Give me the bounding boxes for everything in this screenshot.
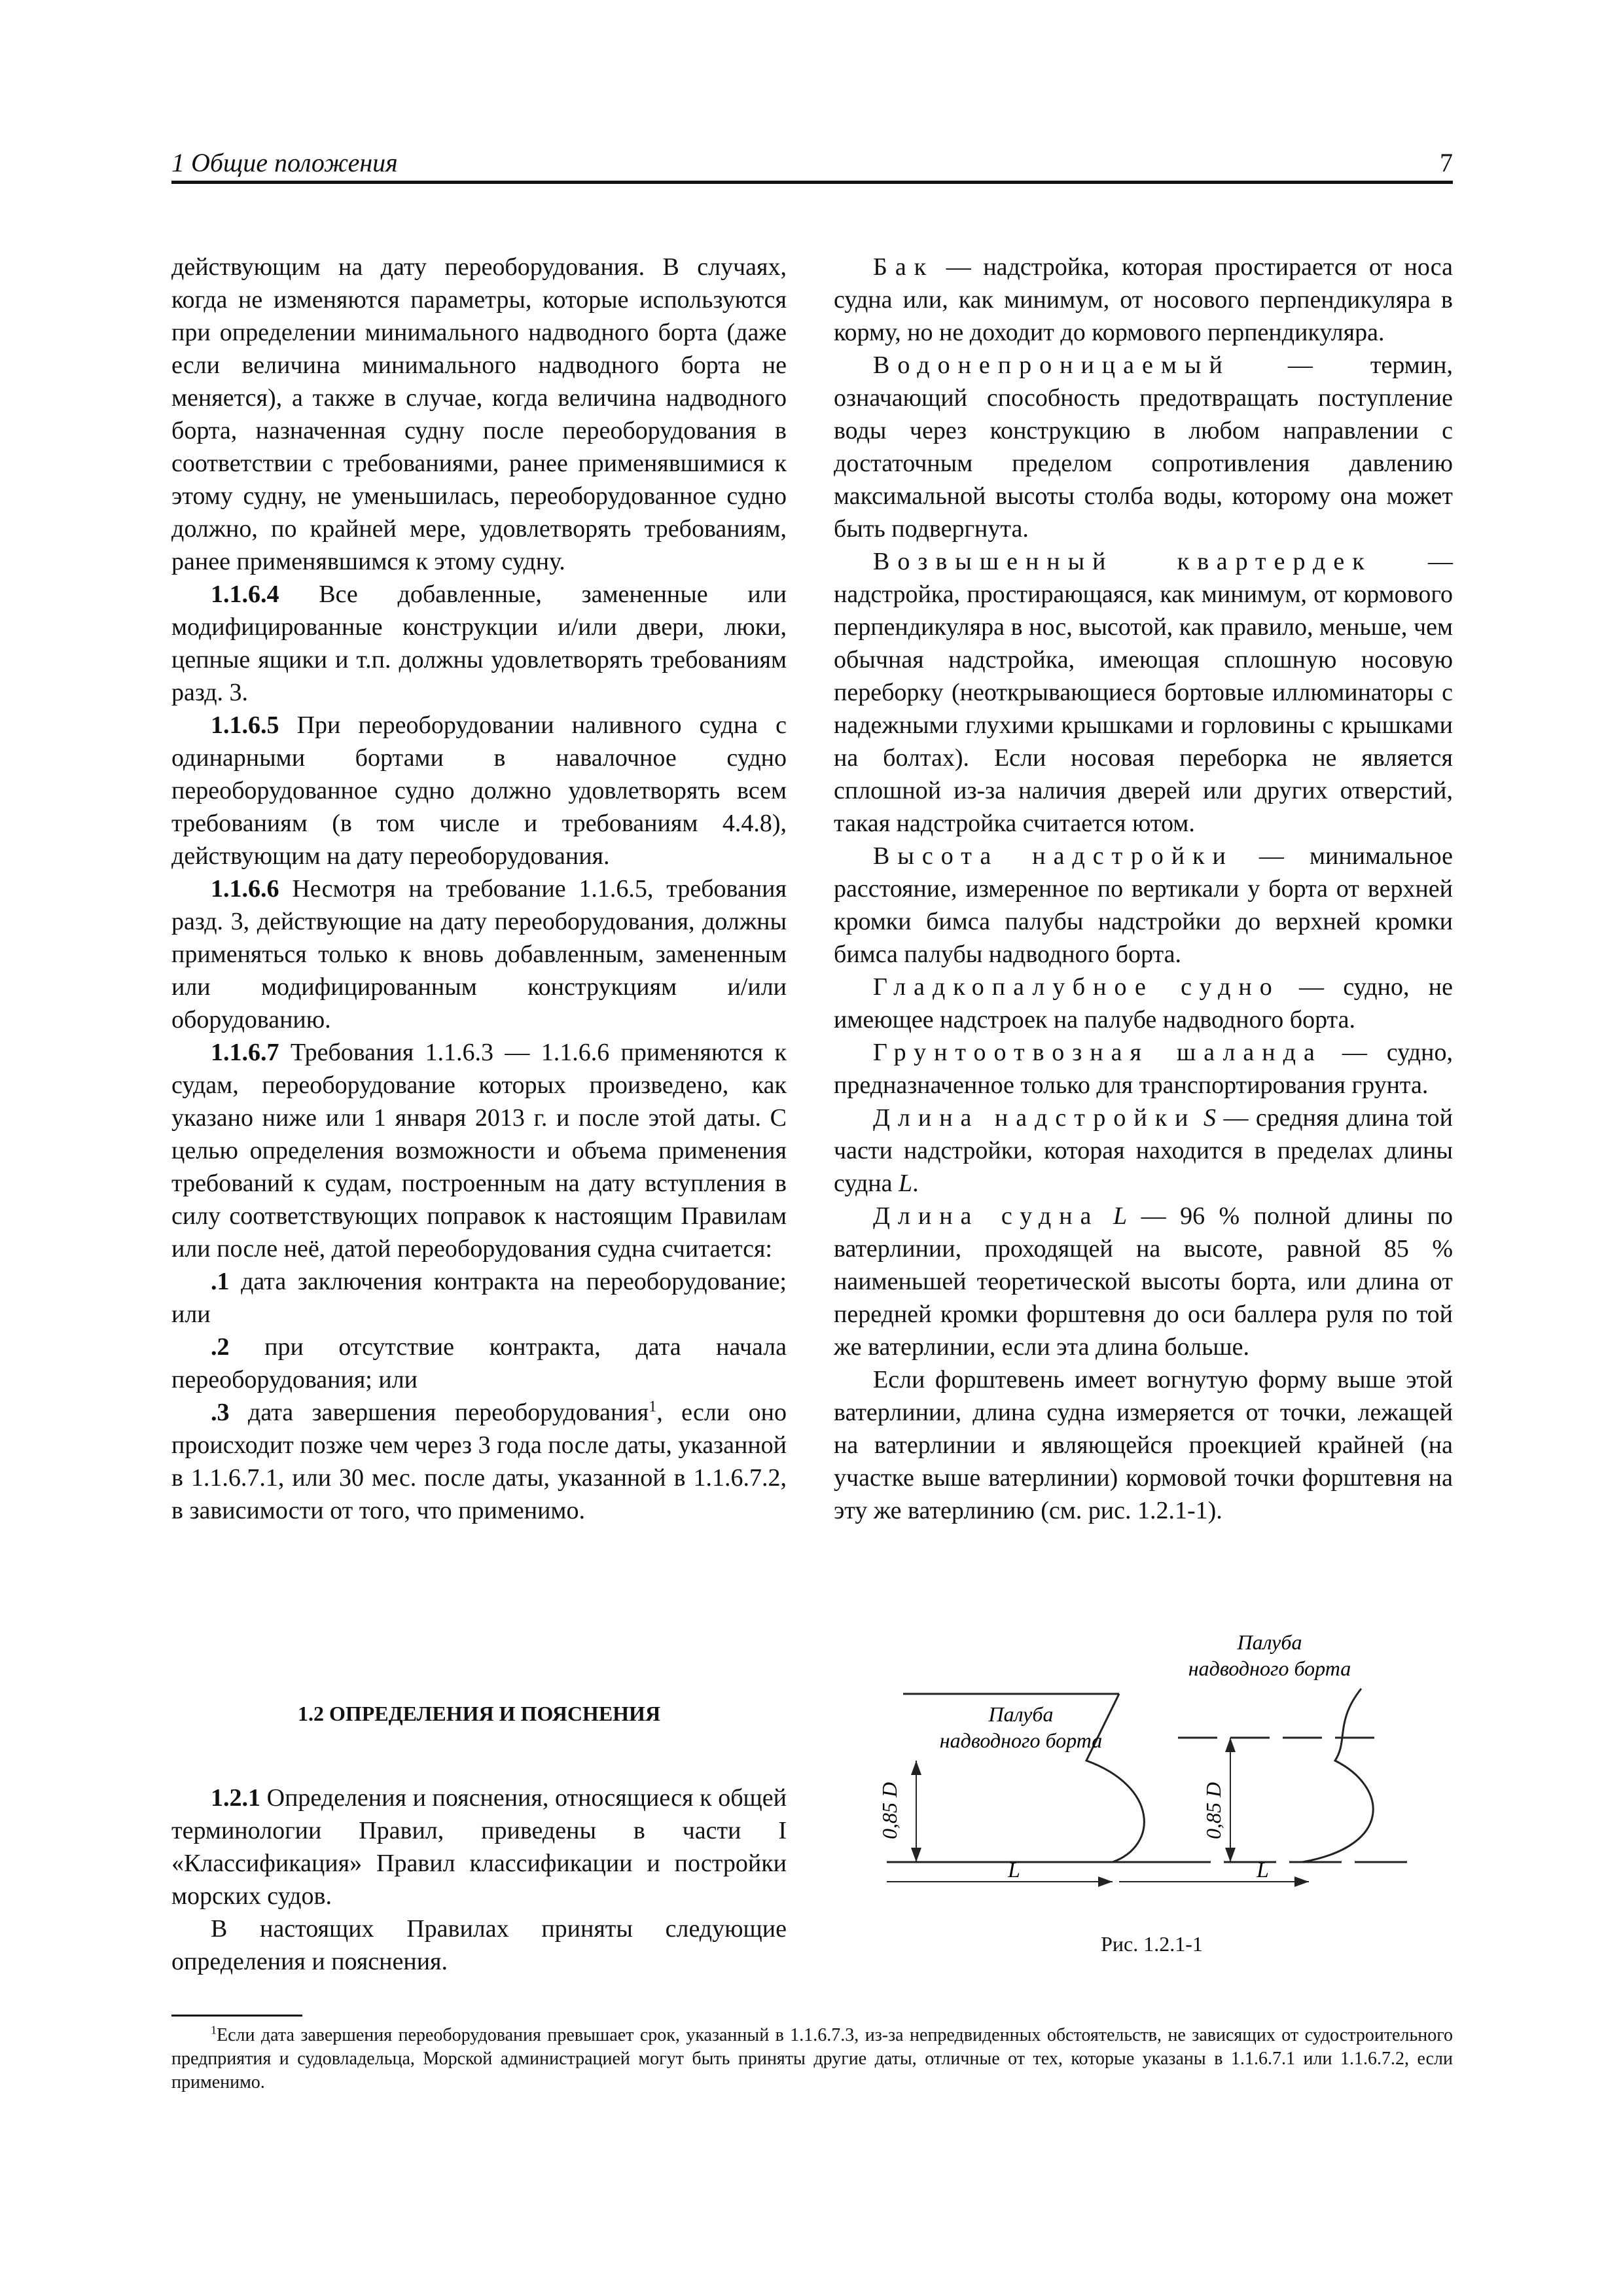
- footnote-ref: 1: [649, 1398, 657, 1416]
- term: Гладкопалубное судно: [873, 973, 1280, 1001]
- running-header: [171, 145, 1453, 184]
- left-depth-arrow-top: [911, 1761, 921, 1775]
- paragraph-1-1-6-7: 1.1.6.7 Требования 1.1.6.3 — 1.1.6.6 применяются к судам, переоборудование которых произведено, как указано ниже или 1 января 2013 г. и после этой даты. С целью определения возможности и объема применения требований к судам, построенным на дату вступления в силу соответствующих поправок к настоящим Правилам или после неё, датой переоборудования судна считается:: [171, 1039, 787, 1263]
- clause-number: 1.1.6.4: [211, 581, 279, 608]
- left-column-section-1-2: [171, 1782, 787, 1978]
- paragraph-1-1-6-6: 1.1.6.6 Несмотря на требование 1.1.6.5, требования разд. 3, действующие на дату переоборудования, должны применяться только к вновь добавленным, замененным или модифицированным конструкциям и/или оборудованию.: [171, 875, 787, 1033]
- left-length-arrow: [1098, 1876, 1113, 1887]
- left-depth-arrow-bottom: [911, 1848, 921, 1862]
- clause-number: 1.2.1: [211, 1784, 260, 1812]
- right-depth-arrow-top: [1225, 1738, 1236, 1752]
- footnote-text: Если дата завершения переоборудования превышает срок, указанный в 1.1.6.7.3, из-за непредвиденных обстоятельств, не зависящих от судостроительного предприятия и судовладельца, Морской администрацией могут быть приняты другие даты, отличные от тех, которые указаны в 1.1.6.7.1 или 1.1.6.7.2, если применимо.: [171, 2025, 1453, 2092]
- definition-watertight: Водонепроницаемый — термин, означающий способность предотвращать поступление воды через конструкцию в любом направлении с достаточным пределом сопротивления давлению максимальной высоты столба воды, которому она может быть подвергнута.: [834, 351, 1453, 543]
- right-depth-label: 0,85 D: [1202, 1782, 1225, 1839]
- right-deck-label-1: Палуба: [1237, 1630, 1302, 1654]
- term: Длина надстройки: [873, 1104, 1196, 1132]
- left-stem-contour: [1086, 1694, 1144, 1862]
- figure-caption: Рис. 1.2.1-1: [1101, 1932, 1203, 1956]
- right-depth-arrow-bottom: [1225, 1848, 1236, 1862]
- term: Водонепроницаемый: [873, 351, 1230, 379]
- paragraph-1-2-1: 1.2.1 Определения и пояснения, относящиеся к общей терминологии Правил, приведены в части I «Классификация» Правил классификации и постройки морских судов.: [171, 1784, 787, 1910]
- right-stem-contour: [1302, 1689, 1373, 1862]
- definition-flush-deck-ship: Гладкопалубное судно — судно, не имеющее надстроек на палубе надводного борта.: [834, 973, 1453, 1033]
- left-column: [171, 251, 787, 1527]
- right-length-label: L: [1257, 1858, 1269, 1882]
- figure-1-2-1-1: [851, 1630, 1453, 1970]
- left-deck-label-1: Палуба: [988, 1702, 1054, 1726]
- paragraph-1-1-6-4: 1.1.6.4 Все добавленные, замененные или модифицированные конструкции и/или двери, люки, цепные ящики и т.п. должны удовлетворять требованиям разд. 3.: [171, 581, 787, 706]
- definition-raised-quarterdeck: Возвышенный квартердек — надстройка, простирающаяся, как минимум, от кормового перпендикуляра в нос, высотой, как правило, меньше, чем обычная надстройка, имеющая сплошную носовую переборку (неоткрывающиеся бортовые иллюминаторы с надежными глухими крышками и горловины с крышками на болтах). Если носовая переборка не является сплошной из-за наличия дверей или других отверстий, такая надстройка считается ютом.: [834, 548, 1453, 837]
- left-length-label: L: [1008, 1858, 1020, 1882]
- term: Возвышенный квартердек: [873, 548, 1372, 575]
- section-heading: 1.2 ОПРЕДЕЛЕНИЯ И ПОЯСНЕНИЯ: [297, 1702, 661, 1725]
- definition-hopper-barge: Грунтоотвозная шаланда — судно, предназначенное только для транспортирования грунта.: [834, 1039, 1453, 1099]
- paragraph: Если форштевень имеет вогнутую форму выше этой ватерлинии, длина судна измеряется от точки, лежащей на ватерлинии и являющейся проекцией крайней (на участке выше ватерлинии) кормовой точки форштевня на эту же ватерлинию (см. рис. 1.2.1-1).: [834, 1366, 1453, 1524]
- term: Грунтоотвозная шаланда: [873, 1039, 1323, 1066]
- list-item-3: .3 дата завершения переоборудования$^1$, если оно происходит позже чем через 3 года после даты, указанной в 1.1.6.7.1, или 30 мес. после даты, указанной в 1.1.6.7.2, в зависимости от того, что применимо.: [171, 1398, 787, 1524]
- list-item-2: .2 при отсутствие контракта, дата начала переоборудования; или: [171, 1333, 787, 1393]
- term: Длина судна: [873, 1202, 1099, 1230]
- left-depth-label: 0,85 D: [878, 1782, 901, 1839]
- right-column: [834, 251, 1453, 1527]
- right-deck-label-2: надводного борта: [1188, 1657, 1351, 1680]
- ship-length-diagram: [851, 1630, 1453, 1931]
- left-deck-label-2: надводного борта: [939, 1729, 1103, 1752]
- paragraph-1-1-6-5: 1.1.6.5 При переоборудовании наливного судна с одинарными бортами в навалочное судно переоборудованное судно должно удовлетворять всем требованиям (в том числе и требованиям 4.4.8), действующим на дату переоборудования.: [171, 711, 787, 870]
- clause-number: 1.1.6.6: [211, 875, 279, 903]
- definition-superstructure-length: Длина надстройки S — средняя длина той части надстройки, которая находится в пределах длины судна L.: [834, 1104, 1454, 1197]
- footnote: [171, 2024, 1453, 2094]
- header-section-title: 1 Общие положения: [171, 148, 398, 177]
- footnote-separator: [171, 2015, 302, 2017]
- clause-number: 1.1.6.5: [211, 711, 279, 739]
- term: Высота надстройки: [873, 842, 1234, 870]
- definition-superstructure-height: Высота надстройки — минимальное расстояние, измеренное по вертикали у борта от верхней кромки бимса палубы надстройки до верхней кромки бимса палубы надводного борта.: [834, 842, 1453, 968]
- right-length-arrow: [1294, 1876, 1309, 1887]
- paragraph: действующим на дату переоборудования. В случаях, когда не изменяются параметры, которые используются при определении минимального надводного борта (даже если величина минимального надводного борта не меняется), а также в случае, когда величина надводного борта, назначенная судну после переоборудования в соответствии с требованиями, ранее применявшимися к этому судну, не уменьшилась, переоборудованное судно должно, по крайней мере, удовлетворять требованиям, ранее применявшимся к этому судну.: [171, 253, 787, 575]
- paragraph: В настоящих Правилах приняты следующие определения и пояснения.: [171, 1915, 787, 1975]
- footnote-marker: 1: [211, 2023, 217, 2037]
- list-item-1: .1 дата заключения контракта на переоборудование; или: [171, 1268, 787, 1328]
- term: Бак: [873, 253, 935, 281]
- clause-number: 1.1.6.7: [211, 1039, 279, 1066]
- page-number: 7: [1440, 148, 1453, 177]
- definition-ship-length: Длина судна L — 96 % полной длины по ватерлинии, проходящей на высоте, равной 85 % наименьшей теоретической высоты борта, или длина от передней кромки форштевня до оси баллера руля по той же ватерлинии, если эта длина больше.: [834, 1202, 1454, 1361]
- definition-bak: Бак — надстройка, которая простирается от носа судна или, как минимум, от носового перпендикуляра в корму, но не доходит до кормового перпендикуляра.: [834, 253, 1453, 346]
